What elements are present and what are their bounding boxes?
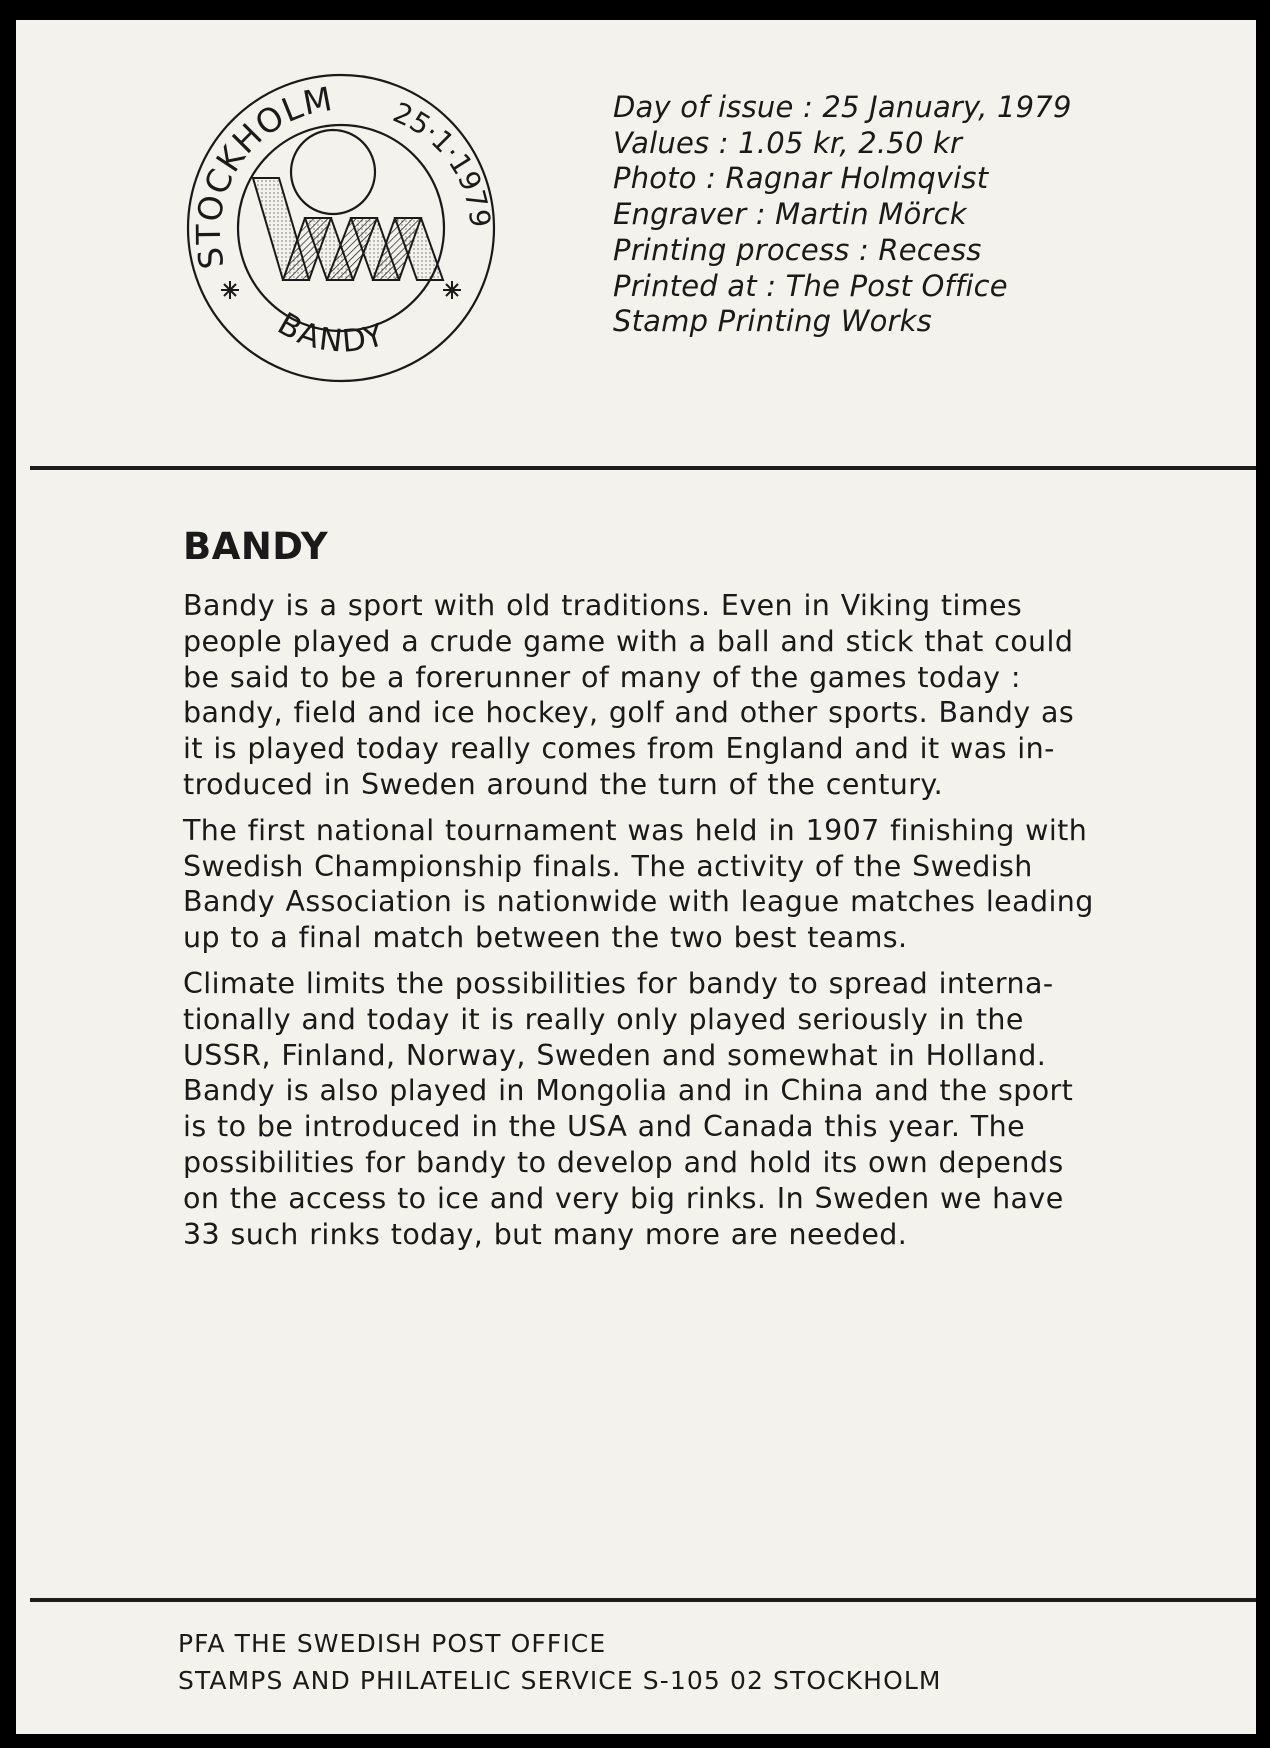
photo-credit: Photo : Ragnar Holmqvist — [613, 161, 989, 196]
bandy-emblem-icon — [253, 130, 443, 280]
postmark-city: STOCKHOLM — [188, 78, 337, 273]
text-line: 33 such rinks today, but many more are needed. — [183, 1217, 908, 1251]
text-line: The first national tournament was held in 1907 finishing with — [183, 813, 1088, 847]
issue-details — [613, 90, 1233, 340]
publisher-footer — [178, 1625, 942, 1699]
printed-at: Printed at : The Post Office — [613, 268, 1008, 303]
info-card — [16, 20, 1256, 1734]
printing-process: Printing process : Recess — [613, 232, 982, 267]
text-line: on the access to ice and very big rinks. In Sweden we have — [183, 1181, 1064, 1215]
text-line: up to a final match between the two best teams. — [183, 921, 908, 955]
postmark — [181, 68, 501, 388]
text-line: Bandy is also played in Mongolia and in China and the sport — [183, 1074, 1074, 1108]
divider-top — [30, 466, 1256, 470]
postmark-date: 25·1·1979 — [388, 95, 497, 229]
text-line: Climate limits the possibilities for bandy to spread interna- — [183, 966, 1054, 1000]
publisher-name: PFA THE SWEDISH POST OFFICE — [178, 1629, 607, 1658]
paragraph-3 — [183, 966, 1183, 1252]
text-line: troduced in Sweden around the turn of the century. — [183, 767, 944, 801]
text-line: USSR, Finland, Norway, Sweden and somewhat in Holland. — [183, 1038, 1047, 1072]
star-icon — [221, 281, 239, 299]
text-line: it is played today really comes from England and it was in- — [183, 732, 1055, 766]
publisher-address: STAMPS AND PHILATELIC SERVICE S-105 02 STOCKHOLM — [178, 1666, 942, 1695]
printed-at-continued: Stamp Printing Works — [613, 304, 932, 339]
day-of-issue: Day of issue : 25 January, 1979 — [613, 90, 1072, 124]
text-line: be said to be a forerunner of many of the games today : — [183, 660, 1021, 694]
text-line: Bandy is a sport with old traditions. Even in Viking times — [183, 589, 1023, 622]
text-line: is to be introduced in the USA and Canada this year. The — [183, 1110, 1026, 1144]
postmark-event: BANDY — [271, 305, 390, 360]
paragraph-2 — [183, 813, 1183, 956]
engraver-credit: Engraver : Martin Mörck — [613, 197, 967, 232]
text-line: bandy, field and ice hockey, golf and other sports. Bandy as — [183, 696, 1075, 730]
text-line: Bandy Association is nationwide with league matches leading — [183, 885, 1094, 919]
values: Values : 1.05 kr, 2.50 kr — [613, 125, 963, 160]
divider-bottom — [30, 1598, 1256, 1602]
article — [183, 525, 1183, 1262]
postmark-stamp — [181, 68, 501, 388]
text-line: Swedish Championship finals. The activity of the Swedish — [183, 849, 1033, 883]
text-line: people played a crude game with a ball and stick that could — [183, 624, 1074, 658]
star-icon — [443, 281, 461, 299]
text-line: tionally and today it is really only played seriously in the — [183, 1002, 1024, 1036]
paragraph-1 — [183, 588, 1183, 803]
text-line: possibilities for bandy to develop and hold its own depends — [183, 1145, 1064, 1179]
article-title: BANDY — [183, 525, 329, 568]
